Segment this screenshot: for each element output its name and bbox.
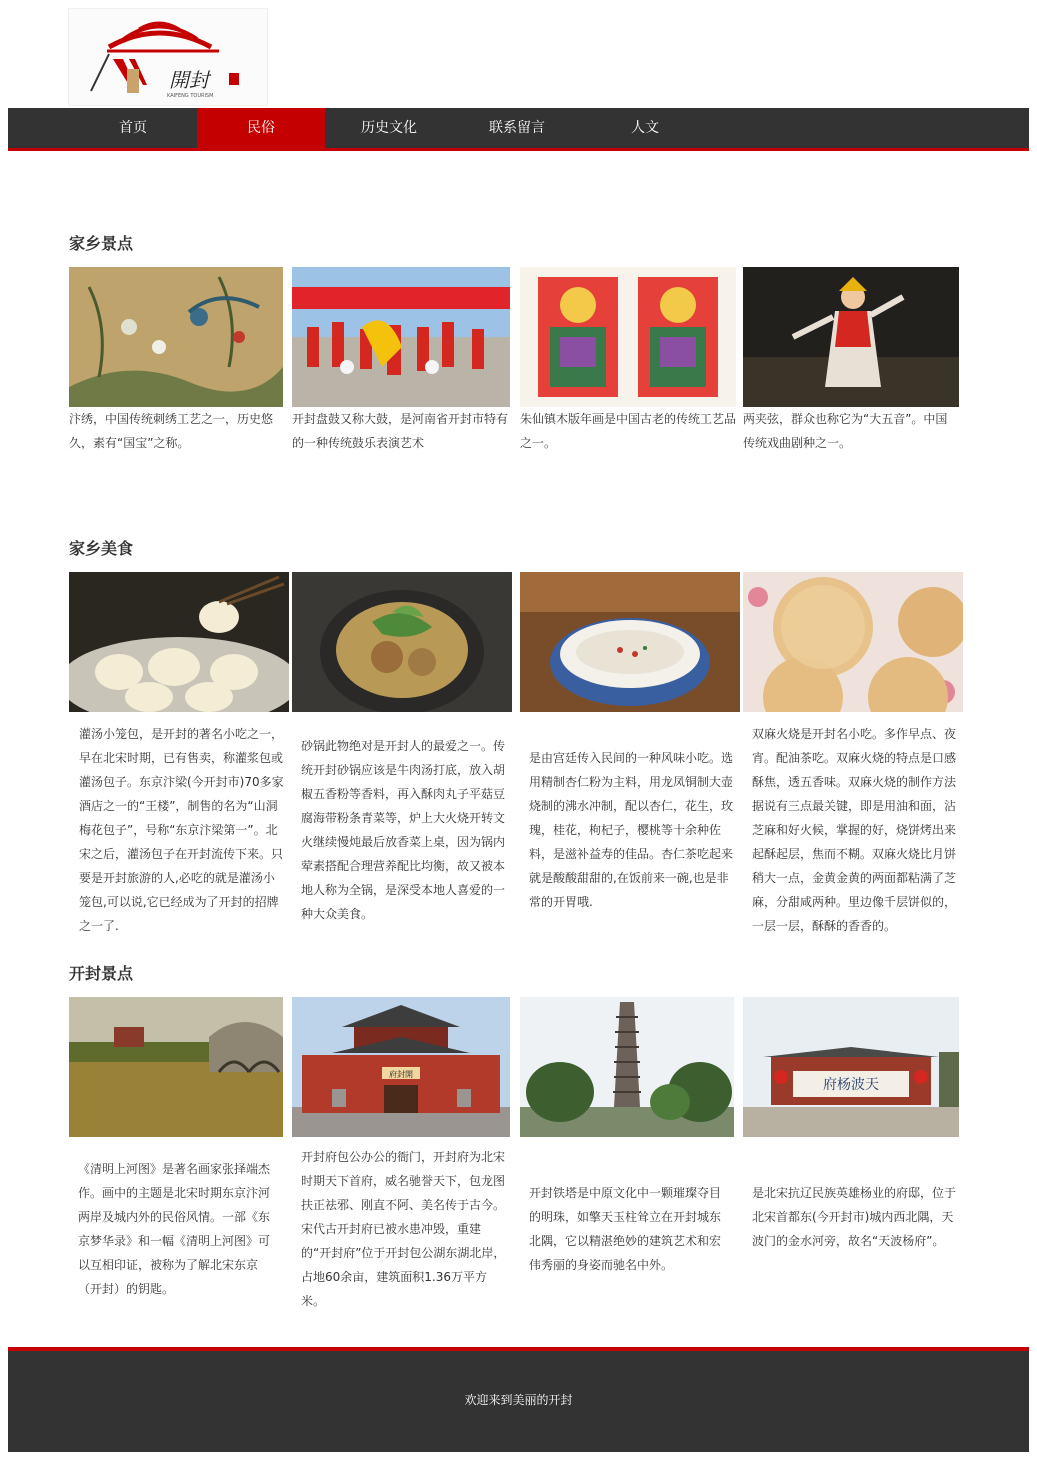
card-text: 灌汤小笼包，是开封的著名小吃之一，早在北宋时期，已有售卖，称灌浆包或灌汤包子。东京汴梁(今开封市)70多家酒店之一的“王楼”，制售的名为“山洞梅花包子”，号称“东京汴梁第一”。北宋之后，灌汤包子在开封流传下来。只要是开封旅游的人,必吃的就是灌汤小笼包,可以说,它已经成为了开封的招牌之一了. [79, 727, 284, 933]
card [520, 572, 740, 914]
card-text: 砂锅此物绝对是开封人的最爱之一。传统开封砂锅应该是牛肉汤打底，放入胡椒五香粉等香料，再入酥肉丸子平菇豆腐海带粉条青菜等，炉上大火烧开转文火继续慢炖最后放香菜上桌，因为锅内荤素搭配合理营养配比均衡，故又被本地人称为全锅，是深受本地人喜爱的一种大众美食。 [301, 739, 506, 921]
card-text: 《清明上河图》是著名画家张择端杰作。画中的主题是北宋时期东京汴河两岸及城内外的民俗风情。一部《东京梦华录》和一幅《清明上河图》可以互相印证，被称为了解北宋东京（开封）的钥匙。 [78, 1162, 271, 1296]
card-image-almond-tea[interactable] [520, 572, 740, 712]
section-title-scenery: 家乡景点 [69, 234, 134, 253]
card-image-opera[interactable] [743, 267, 959, 407]
card-image-embroidery[interactable] [69, 267, 283, 407]
card-text: 两夹弦，群众也称它为“大五音”。中国传统戏曲剧种之一。 [743, 412, 948, 450]
logo-subtext: KAIFENG TOURISM [167, 93, 214, 99]
card-image-tianbo-yangfu[interactable] [743, 997, 959, 1137]
footer [8, 1347, 1029, 1452]
footer-text: 欢迎来到美丽的开封 [464, 1393, 573, 1407]
nav-item-contact[interactable]: 联系留言 [489, 120, 545, 136]
card [69, 997, 283, 1301]
nav-item-history[interactable]: 历史文化 [361, 120, 417, 136]
card [743, 572, 963, 938]
site-logo[interactable] [68, 8, 268, 106]
card [292, 267, 510, 455]
card [69, 572, 289, 938]
card [520, 997, 734, 1277]
card [743, 997, 959, 1253]
card [292, 572, 512, 926]
card [743, 267, 959, 455]
card-text: 朱仙镇木版年画是中国古老的传统工艺品之一。 [520, 412, 737, 450]
card-image-casserole[interactable] [292, 572, 512, 712]
card-image-dumplings[interactable] [69, 572, 289, 712]
card [69, 267, 283, 455]
card-text: 开封府包公办公的衙门，开封府为北宋时期天下首府，威名驰誉天下，包龙图扶正祛邪、刚直不阿、美名传于古今。宋代古开封府已被水患冲毁，重建的“开封府”位于开封包公湖东湖北岸，占地60余亩，建筑面积1.36万平方米。 [301, 1150, 506, 1308]
card-image-garden[interactable] [69, 997, 283, 1137]
main-nav [8, 108, 1029, 151]
card-image-woodblock[interactable] [520, 267, 736, 407]
kaifengfu-sign: 府封開 [389, 1070, 413, 1079]
card-text: 开封铁塔是中原文化中一颗璀璨夺目的明珠，如擎天玉柱耸立在开封城东北隅，它以精湛绝妙的建筑艺术和宏伟秀丽的身姿而驰名中外。 [529, 1186, 722, 1272]
gate-sign: 府杨波天 [823, 1077, 879, 1093]
card-text: 双麻火烧是开封名小吃。多作早点、夜宵。配油茶吃。双麻火烧的特点是口感酥焦，透五香味。双麻火烧的制作方法据说有三点最关键，即是用油和面，沾芝麻和好火候，掌握的好，烧饼烤出来起酥起层，焦而不糊。双麻火烧比月饼稍大一点，金黄金黄的两面都粘满了芝麻，分甜咸两种。里边像千层饼似的，一层一层，酥酥的香香的。 [752, 727, 957, 933]
nav-item-home[interactable]: 首页 [119, 120, 147, 136]
card-text: 是由宫廷传入民间的一种风味小吃。选用精制杏仁粉为主料，用龙凤铜制大壶烧制的沸水冲制，配以杏仁，花生，玫瑰，桂花，枸杞子，樱桃等十余种佐料，是滋补益寿的佳品。杏仁茶吃起来就是酸酸甜甜的,在饭前来一碗,也是非常的开胃哦. [529, 751, 734, 909]
card-image-iron-pagoda[interactable] [520, 997, 734, 1137]
logo-text: 開封 [169, 68, 209, 92]
card-text: 是北宋抗辽民族英雄杨业的府邸，位于北宋首都东(今开封市)城内西北隅，天波门的金水河旁，故名“天波杨府”。 [752, 1186, 957, 1248]
card-text: 开封盘鼓又称大鼓，是河南省开封市特有的一种传统鼓乐表演艺术 [292, 412, 509, 450]
section-title-food: 家乡美食 [69, 539, 134, 558]
section-title-kaifeng: 开封景点 [69, 964, 134, 983]
card [520, 267, 736, 455]
nav-item-culture[interactable]: 人文 [631, 120, 659, 136]
card-image-kaifengfu[interactable] [292, 997, 510, 1137]
nav-item-folk[interactable]: 民俗 [197, 108, 325, 148]
card-text: 汴绣，中国传统刺绣工艺之一，历史悠久，素有“国宝”之称。 [69, 412, 274, 450]
card-image-drum[interactable] [292, 267, 510, 407]
card-image-sesame-cake[interactable] [743, 572, 963, 712]
card [292, 997, 510, 1313]
